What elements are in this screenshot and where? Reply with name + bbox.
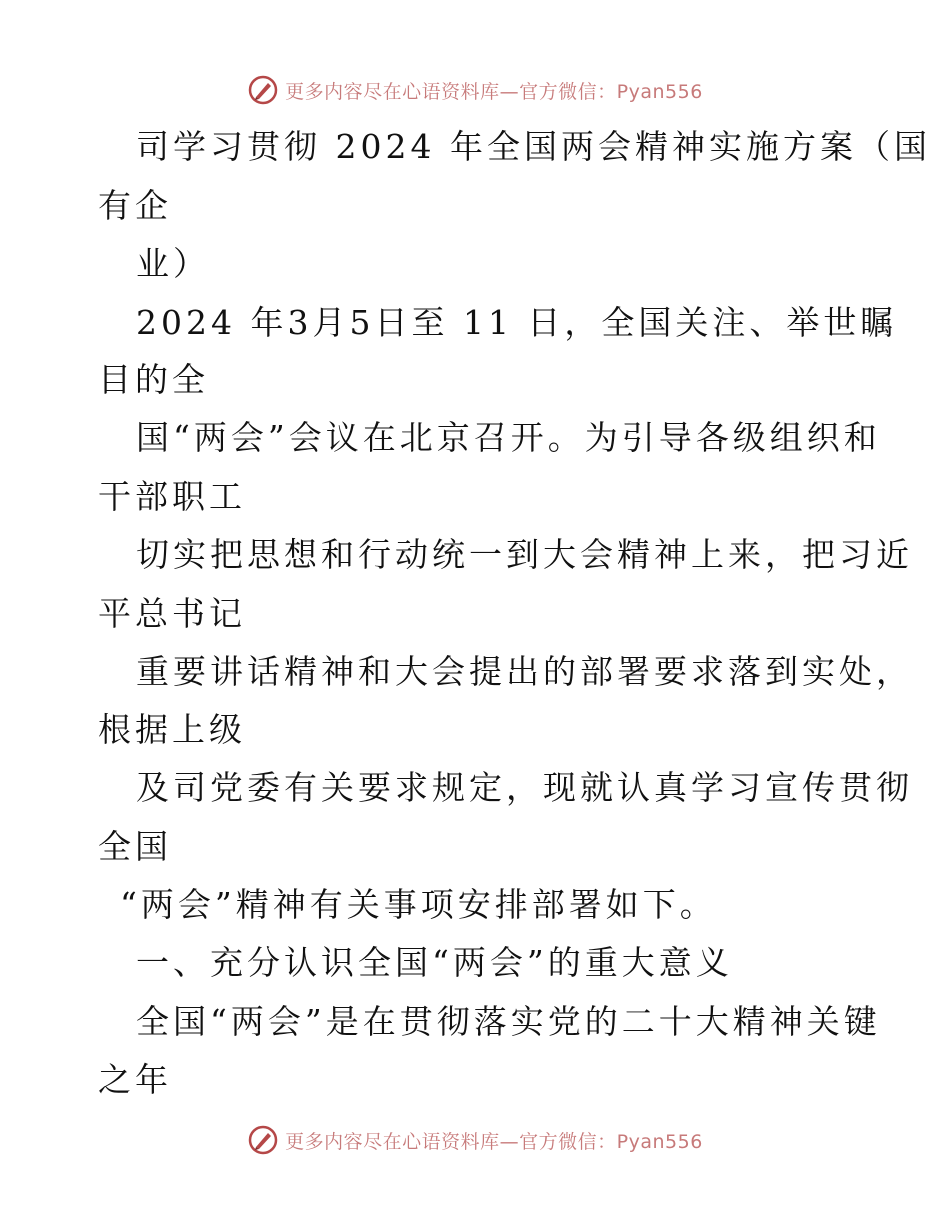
text-line: 国“两会”会议在北京召开。为引导各级组织和 bbox=[136, 418, 881, 457]
text-line: 切实把思想和行动统一到大会精神上来，把习近 bbox=[136, 535, 913, 574]
text-line: 目的全 bbox=[98, 360, 209, 399]
text-line: 干部职工 bbox=[98, 477, 246, 516]
text-line: 重要讲话精神和大会提出的部署要求落到实处， bbox=[136, 652, 913, 691]
section-heading: 一、充分认识全国“两会”的重大意义 bbox=[136, 943, 733, 982]
watermark-text: 更多内容尽在心语资料库—官方微信：Pyan556 bbox=[285, 80, 703, 103]
watermark-text: 更多内容尽在心语资料库—官方微信：Pyan556 bbox=[285, 1130, 703, 1153]
text-line: 及司党委有关要求规定，现就认真学习宣传贯彻 bbox=[136, 768, 913, 807]
pen-logo-icon bbox=[247, 1124, 279, 1156]
text-line: 司学习贯彻 2024 年全国两会精神实施方案（国 bbox=[136, 127, 931, 166]
text-line: 有企 bbox=[98, 186, 172, 225]
text-line: 根据上级 bbox=[98, 710, 246, 749]
text-line: 全国 bbox=[98, 827, 172, 866]
text-line: 之年 bbox=[98, 1060, 172, 1099]
footer-watermark bbox=[0, 1120, 950, 1160]
text-line: 全国“两会”是在贯彻落实党的二十大精神关键 bbox=[136, 1002, 881, 1041]
text-line: 2024 年3月5日至 11 日，全国关注、举世瞩 bbox=[136, 303, 898, 342]
text-line: “两会”精神有关事项安排部署如下。 bbox=[120, 885, 717, 924]
text-line: 平总书记 bbox=[98, 594, 246, 633]
text-line: 业） bbox=[136, 244, 210, 283]
